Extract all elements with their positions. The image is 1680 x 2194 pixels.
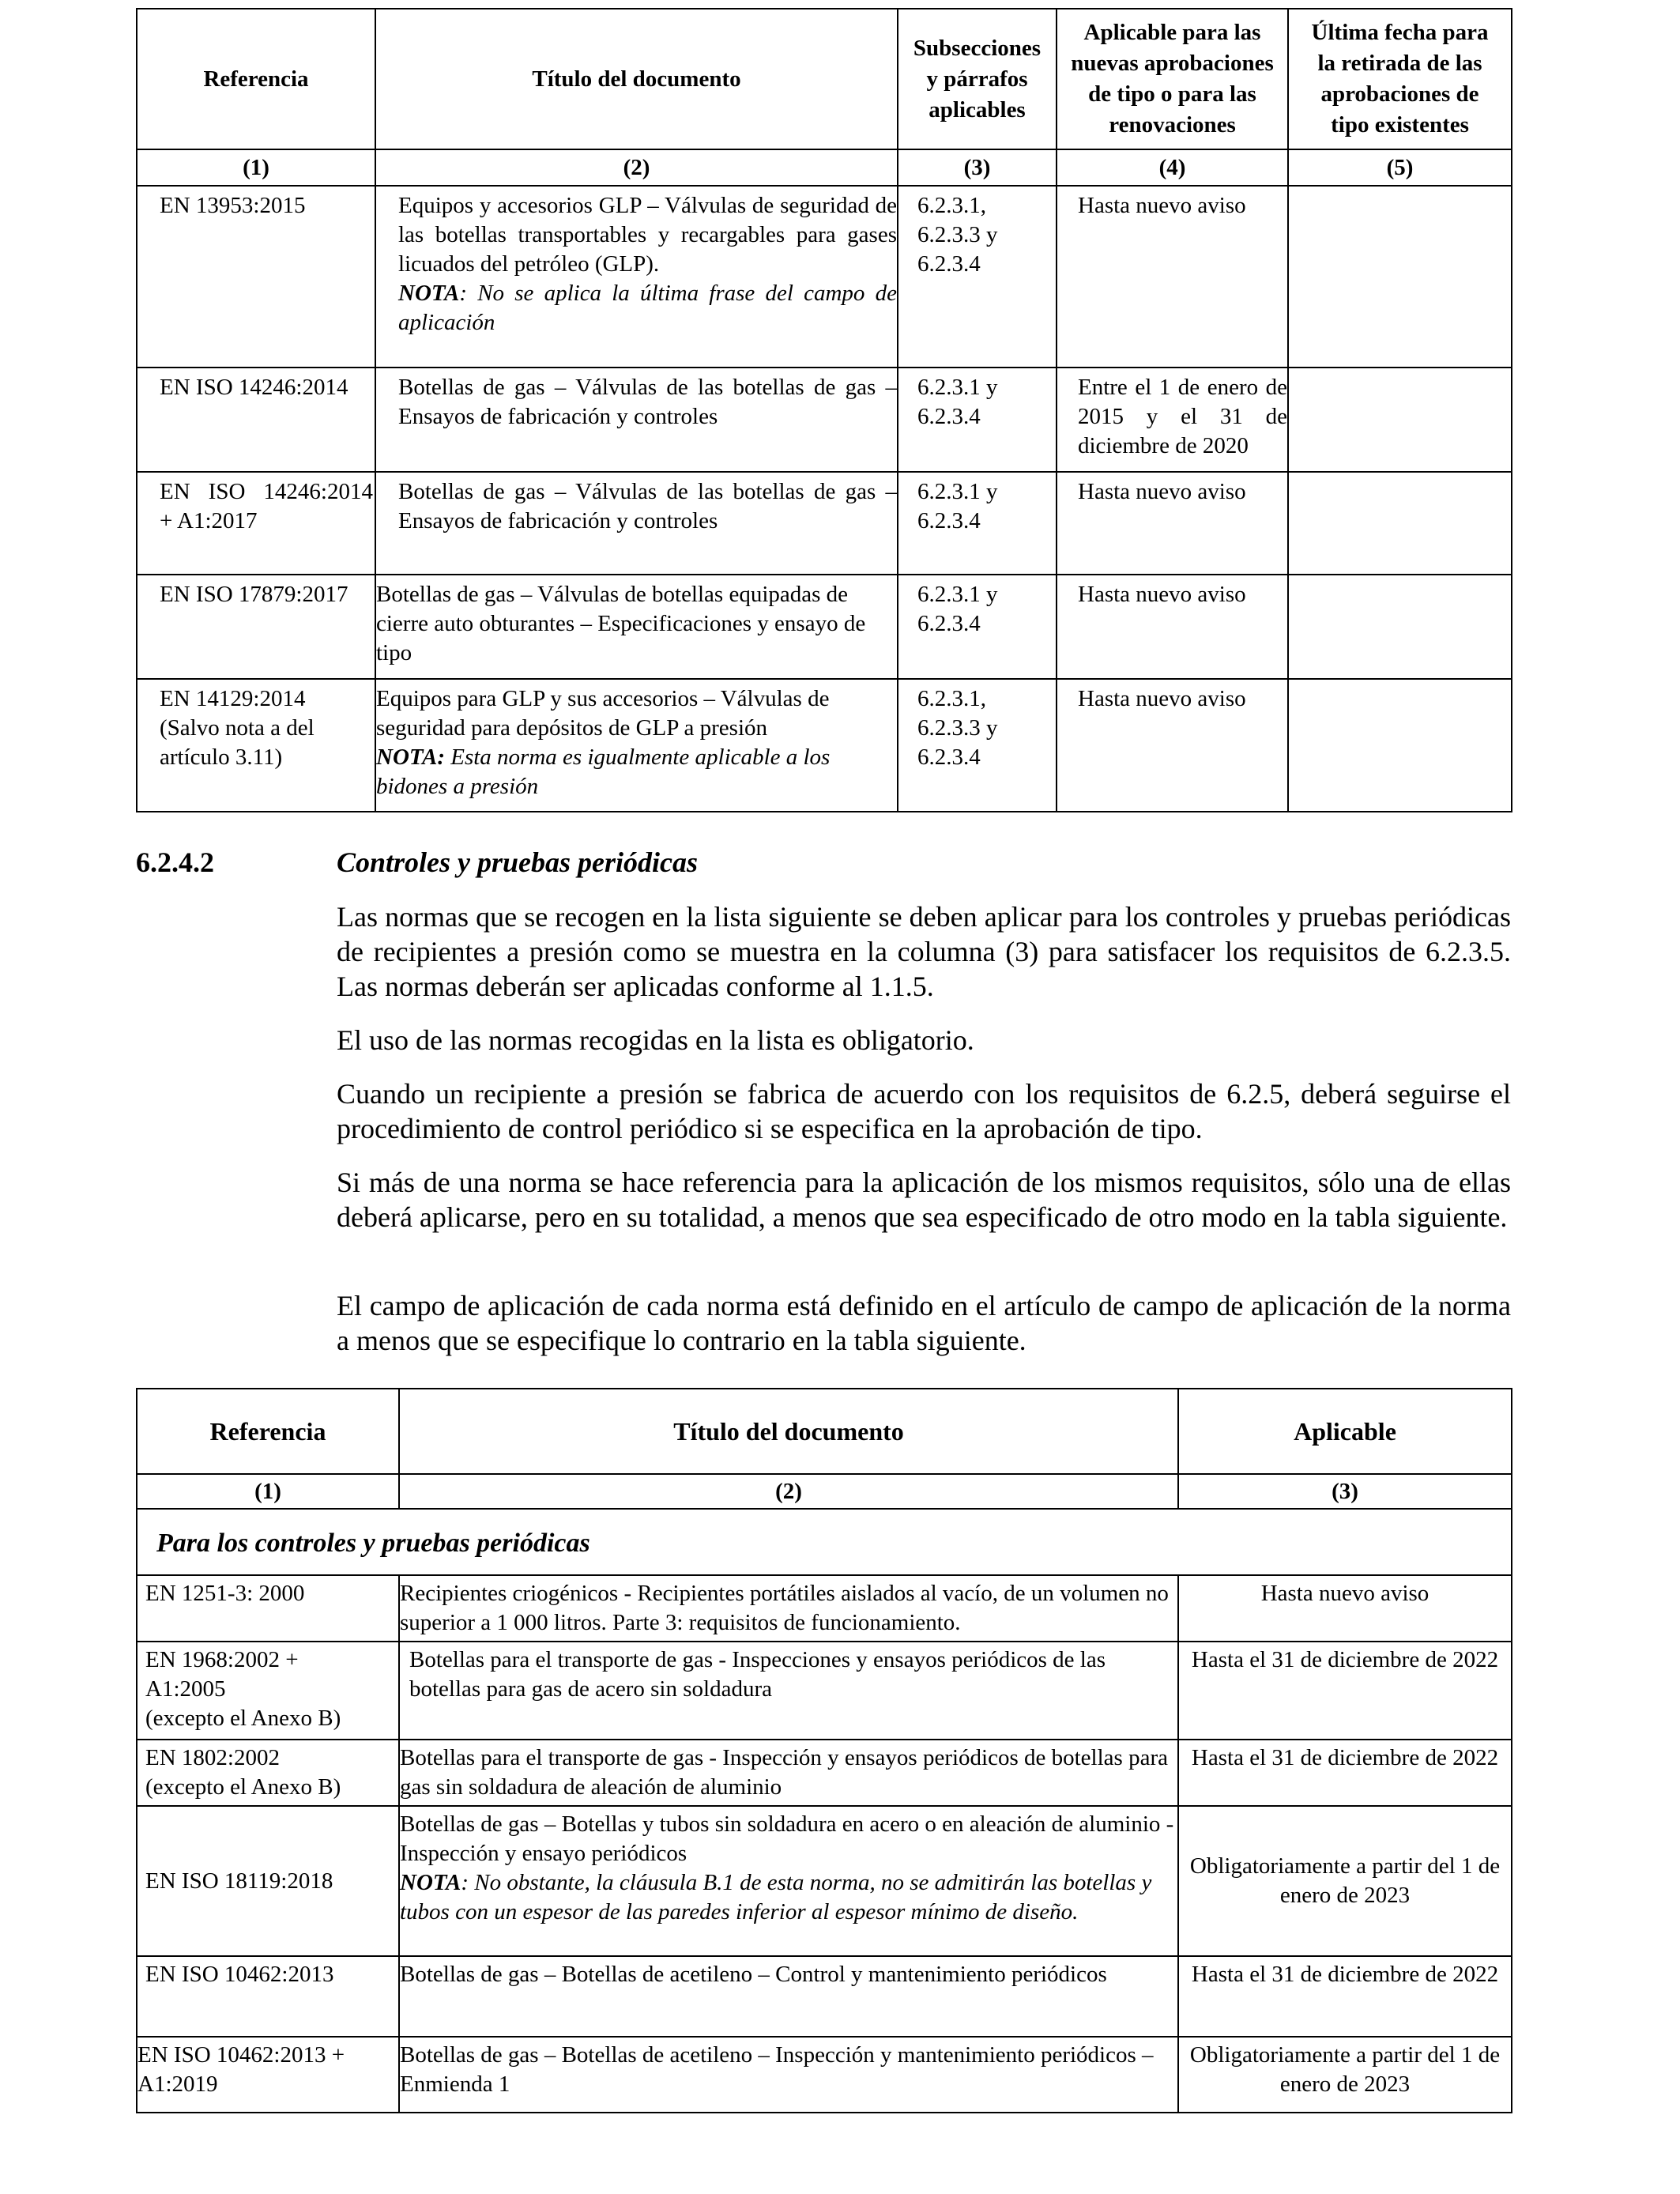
header-applicable: Aplicable bbox=[1178, 1389, 1512, 1474]
subsections-cell bbox=[898, 679, 1057, 812]
header-line: Aplicable para las bbox=[1083, 20, 1261, 45]
header-line: y párrafos bbox=[926, 66, 1028, 92]
header-last-date bbox=[1288, 9, 1512, 149]
ref-cell bbox=[137, 1642, 399, 1740]
ref-cell: EN 1251-3: 2000 bbox=[137, 1575, 399, 1642]
title-cell bbox=[399, 1806, 1178, 1956]
applicable-cell: Hasta nuevo aviso bbox=[1178, 1575, 1512, 1642]
ref-line: A1:2005 bbox=[145, 1676, 226, 1702]
table-row bbox=[137, 472, 1512, 575]
ref-line: (excepto el Anexo B) bbox=[145, 1706, 341, 1731]
ref-line: EN 1968:2002 + bbox=[145, 1647, 299, 1672]
header-line: de tipo o para las bbox=[1088, 81, 1256, 107]
subsection-line: 6.2.3.1 y bbox=[917, 479, 998, 504]
applicable-cell: Obligatoriamente a partir del 1 de enero de 2023 bbox=[1178, 1806, 1512, 1956]
col-number: (3) bbox=[898, 149, 1057, 186]
title-cell: Botellas de gas – Válvulas de botellas equipadas de cierre auto obturantes – Especificaciones y ensayo de tipo bbox=[375, 575, 898, 679]
header-line: Subsecciones bbox=[913, 35, 1042, 61]
subsection-line: 6.2.3.1, bbox=[917, 193, 986, 218]
section-number: 6.2.4.2 bbox=[136, 846, 214, 878]
ref-line: EN ISO 14246:2014 bbox=[160, 479, 373, 504]
subsection-line: 6.2.3.3 y bbox=[917, 222, 998, 247]
header-row bbox=[137, 9, 1512, 149]
column-number-row bbox=[137, 1474, 1512, 1509]
title-cell bbox=[375, 186, 898, 368]
subsection-line: 6.2.3.1 y bbox=[917, 582, 998, 607]
table-row bbox=[137, 368, 1512, 472]
header-line: la retirada de las bbox=[1317, 51, 1482, 76]
col-number: (1) bbox=[137, 149, 375, 186]
col-number: (2) bbox=[375, 149, 898, 186]
title-cell: Botellas para el transporte de gas - Inspecciones y ensayos periódicos de las botellas para gas de acero sin soldadura bbox=[399, 1642, 1178, 1740]
subsection-line: 6.2.3.4 bbox=[917, 611, 981, 636]
nota-text: : No se aplica la última frase del campo de aplicación bbox=[398, 281, 897, 335]
last-date-cell bbox=[1288, 186, 1512, 368]
table-row bbox=[137, 1575, 1512, 1642]
nota-text: : No obstante, la cláusula B.1 de esta norma, no se admitirán las botellas y tubos con un espesor de las paredes inferior al espesor mínimo de diseño. bbox=[400, 1870, 1152, 1924]
last-date-cell bbox=[1288, 575, 1512, 679]
title-cell: Botellas para el transporte de gas - Inspección y ensayos periódicos de botellas para gas sin soldadura de aleación de aluminio bbox=[399, 1740, 1178, 1806]
paragraph: Cuando un recipiente a presión se fabrica de acuerdo con los requisitos de 6.2.5, deberá seguirse el procedimiento de control periódico si se especifica en la aprobación de tipo. bbox=[337, 1078, 1511, 1144]
header-line: nuevas aprobaciones bbox=[1071, 51, 1274, 76]
ref-cell bbox=[137, 679, 375, 812]
title-text: Botellas de gas – Botellas y tubos sin soldadura en acero o en aleación de aluminio - Inspección y ensayo periódicos bbox=[400, 1811, 1174, 1866]
ref-cell bbox=[137, 472, 375, 575]
approval-standards-table bbox=[136, 8, 1512, 812]
header-line: aplicables bbox=[929, 96, 1026, 123]
col-number: (3) bbox=[1178, 1474, 1512, 1509]
ref-line: EN 14129:2014 bbox=[160, 686, 306, 711]
ref-cell: EN ISO 14246:2014 bbox=[137, 368, 375, 472]
ref-line: EN 1802:2002 bbox=[145, 1745, 280, 1770]
header-ref: Referencia bbox=[137, 1389, 399, 1474]
title-cell bbox=[375, 679, 898, 812]
header-subsections bbox=[898, 9, 1057, 149]
applicable-cell: Hasta el 31 de diciembre de 2022 bbox=[1178, 1740, 1512, 1806]
subsection-line: 6.2.3.4 bbox=[917, 745, 981, 770]
group-row bbox=[137, 1509, 1512, 1575]
col-number: (5) bbox=[1288, 149, 1512, 186]
nota-label: NOTA bbox=[400, 1870, 461, 1895]
nota-label: NOTA: bbox=[376, 745, 445, 770]
subsection-line: 6.2.3.3 y bbox=[917, 715, 998, 741]
ref-cell bbox=[137, 1740, 399, 1806]
header-line: aprobaciones de bbox=[1320, 81, 1479, 107]
applicable-cell: Hasta el 31 de diciembre de 2022 bbox=[1178, 1642, 1512, 1740]
paragraph: El campo de aplicación de cada norma está definido en el artículo de campo de aplicación de la norma a menos que se especifique lo contrario en la tabla siguiente. bbox=[337, 1290, 1511, 1356]
group-heading: Para los controles y pruebas periódicas bbox=[137, 1509, 1512, 1575]
subsection-line: 6.2.3.1, bbox=[917, 686, 986, 711]
header-line: tipo existentes bbox=[1331, 112, 1469, 138]
table-row bbox=[137, 1806, 1512, 1956]
nota bbox=[376, 745, 830, 799]
header-applicable bbox=[1057, 9, 1288, 149]
header-title: Título del documento bbox=[399, 1389, 1178, 1474]
last-date-cell bbox=[1288, 368, 1512, 472]
ref-cell: EN ISO 18119:2018 bbox=[137, 1806, 399, 1956]
header-line: Última fecha para bbox=[1311, 20, 1489, 45]
applicable-cell: Hasta nuevo aviso bbox=[1057, 472, 1288, 575]
section-title: Controles y pruebas periódicas bbox=[337, 846, 699, 878]
title-cell: Botellas de gas – Botellas de acetileno – Inspección y mantenimiento periódicos – Enmienda 1 bbox=[399, 2037, 1178, 2113]
ref-line: + A1:2017 bbox=[160, 508, 258, 533]
title-text: Equipos para GLP y sus accesorios – Válvulas de seguridad para depósitos de GLP a presión bbox=[376, 686, 830, 741]
nota bbox=[398, 281, 897, 335]
subsections-cell bbox=[898, 472, 1057, 575]
column-number-row bbox=[137, 149, 1512, 186]
applicable-cell: Obligatoriamente a partir del 1 de enero de 2023 bbox=[1178, 2037, 1512, 2113]
nota bbox=[400, 1870, 1151, 1924]
col-number: (4) bbox=[1057, 149, 1288, 186]
ref-line: artículo 3.11) bbox=[160, 745, 283, 770]
last-date-cell bbox=[1288, 679, 1512, 812]
title-text: Equipos y accesorios GLP – Válvulas de seguridad de las botellas transportables y recargables para gases licuados del petróleo (GLP). bbox=[398, 193, 897, 277]
ref-cell bbox=[137, 2037, 399, 2113]
last-date-cell bbox=[1288, 472, 1512, 575]
header-row bbox=[137, 1389, 1512, 1474]
ref-line: (Salvo nota a del bbox=[160, 715, 315, 741]
subsection-line: 6.2.3.4 bbox=[917, 508, 981, 533]
header-line: renovaciones bbox=[1109, 112, 1236, 138]
subsections-cell bbox=[898, 186, 1057, 368]
ref-line: EN ISO 10462:2013 + bbox=[137, 2042, 345, 2068]
nota-text: Esta norma es igualmente aplicable a los bidones a presión bbox=[376, 745, 831, 799]
subsection-line: 6.2.3.4 bbox=[917, 404, 981, 429]
ref-cell: EN ISO 10462:2013 bbox=[137, 1956, 399, 2037]
subsection-line: 6.2.3.1 y bbox=[917, 375, 998, 400]
applicable-cell: Hasta nuevo aviso bbox=[1057, 575, 1288, 679]
applicable-cell: Hasta nuevo aviso bbox=[1057, 679, 1288, 812]
periodic-inspection-table bbox=[136, 1388, 1512, 2113]
title-cell: Botellas de gas – Válvulas de las botellas de gas – Ensayos de fabricación y controles bbox=[375, 472, 898, 575]
ref-line: (excepto el Anexo B) bbox=[145, 1774, 341, 1800]
table-row bbox=[137, 1956, 1512, 2037]
paragraph: El uso de las normas recogidas en la lista es obligatorio. bbox=[337, 1024, 974, 1056]
ref-cell: EN 13953:2015 bbox=[137, 186, 375, 368]
subsections-cell bbox=[898, 575, 1057, 679]
paragraph: Si más de una norma se hace referencia para la aplicación de los mismos requisitos, sólo una de ellas deberá aplicarse, pero en su totalidad, a menos que sea especificado de otro modo en la tabla siguiente. bbox=[337, 1167, 1511, 1233]
applicable-cell: Entre el 1 de enero de 2015 y el 31 de diciembre de 2020 bbox=[1057, 368, 1288, 472]
ref-line: A1:2019 bbox=[137, 2071, 218, 2097]
table-row bbox=[137, 679, 1512, 812]
ref-cell: EN ISO 17879:2017 bbox=[137, 575, 375, 679]
subsection-line: 6.2.3.4 bbox=[917, 251, 981, 277]
applicable-cell: Hasta nuevo aviso bbox=[1057, 186, 1288, 368]
table-row bbox=[137, 1642, 1512, 1740]
table-row bbox=[137, 1740, 1512, 1806]
applicable-cell: Hasta el 31 de diciembre de 2022 bbox=[1178, 1956, 1512, 2037]
title-cell: Botellas de gas – Válvulas de las botellas de gas – Ensayos de fabricación y controles bbox=[375, 368, 898, 472]
nota-label: NOTA bbox=[398, 281, 460, 306]
header-title: Título del documento bbox=[375, 9, 898, 149]
col-number: (2) bbox=[399, 1474, 1178, 1509]
table-row bbox=[137, 2037, 1512, 2113]
title-cell: Botellas de gas – Botellas de acetileno – Control y mantenimiento periódicos bbox=[399, 1956, 1178, 2037]
table-row bbox=[137, 575, 1512, 679]
title-cell: Recipientes criogénicos - Recipientes portátiles aislados al vacío, de un volumen no superior a 1 000 litros. Parte 3: requisitos de funcionamiento. bbox=[399, 1575, 1178, 1642]
header-ref: Referencia bbox=[137, 9, 375, 149]
col-number: (1) bbox=[137, 1474, 399, 1509]
table-row bbox=[137, 186, 1512, 368]
paragraph: Las normas que se recogen en la lista siguiente se deben aplicar para los controles y pruebas periódicas de recipientes a presión como se muestra en la columna (3) para satisfacer los requisitos de 6.2.3.5. Las normas deberán ser aplicadas conforme al 1.1.5. bbox=[337, 901, 1511, 1002]
subsections-cell bbox=[898, 368, 1057, 472]
